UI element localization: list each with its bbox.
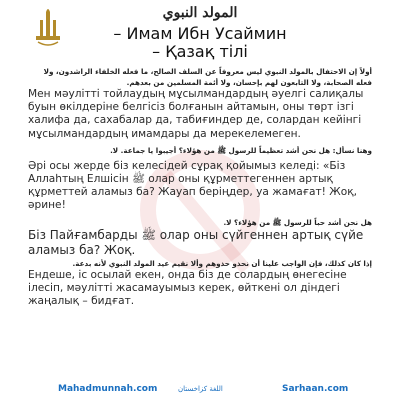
footer (0, 382, 400, 400)
kazakh-paragraph: Мен мәулітті тойлаудың мұсылмандардың әуелгі салиқалы буын өкілдеріне белгісіз болғанын айтамын, оны төрт ізгі халифа да, сахабалар да, табиғиндер де, солардан кейінгі мұсылмандардың имамдары да мерекелемеген. (28, 88, 364, 140)
arabic-paragraph: وهنا نسأل: هل نحن أشد تعظيماً للرسول ﷺ من هؤلاء؟ أجيبوا يا جماعة. لا. (110, 145, 372, 155)
site-logo-icon (34, 6, 62, 48)
article-body (28, 66, 372, 308)
footer-link-sarhaan[interactable]: Sarhaan.com (282, 384, 349, 394)
arabic-paragraph: إذا كان كذلك، فإن الواجب علينا أن نحذو حذوهم وألا نقيم عيد المولد النبوي لأنه بدعة. (72, 258, 372, 268)
kazakh-paragraph: Әрі осы жерде біз келесідей сұрақ қойымыз келеді: «Біз Аллаһтың Елшісін ﷺ олар оны құрметтегеннен артық құрметтей аламыз ба? Жауап беріңдер, уа жамағат! Жоқ, әрине! (28, 159, 357, 212)
kazakh-paragraph: Ендеше, іс осылай екен, онда біз де солардың өнегесіне ілесіп, мәулітті жасамауымыз керек, өйткені ол діндегі жаңалық – бидғат. (28, 268, 347, 308)
arabic-paragraph: أولاً إن الاحتفال بالمولد النبوي ليس معروفاً عن السلف الصالح، ما فعله الخلفاء الراشدون، ولا فعله الصحابة، ولا التابعون لهم بإحسان، ولا أئمة المسلمين من بعدهم. (43, 67, 372, 87)
arabic-paragraph: هل نحن أشد حباً للرسول ﷺ من هؤلاء؟ لا. (223, 217, 372, 227)
footer-language-label: اللغة كزاخستان (178, 385, 223, 393)
arabic-title: المولد النبوي (162, 5, 238, 21)
title-language: – Қазақ тілі (152, 42, 248, 61)
footer-link-mahadmunnah[interactable]: Mahadmunnah.com (58, 384, 158, 394)
header (0, 0, 400, 61)
kazakh-paragraph: Біз Пайғамбарды ﷺ олар оны сүйгеннен артық сүйе аламыз ба? Жоқ. (28, 227, 364, 257)
title-author: – Имам Ибн Усаймин (113, 24, 287, 43)
